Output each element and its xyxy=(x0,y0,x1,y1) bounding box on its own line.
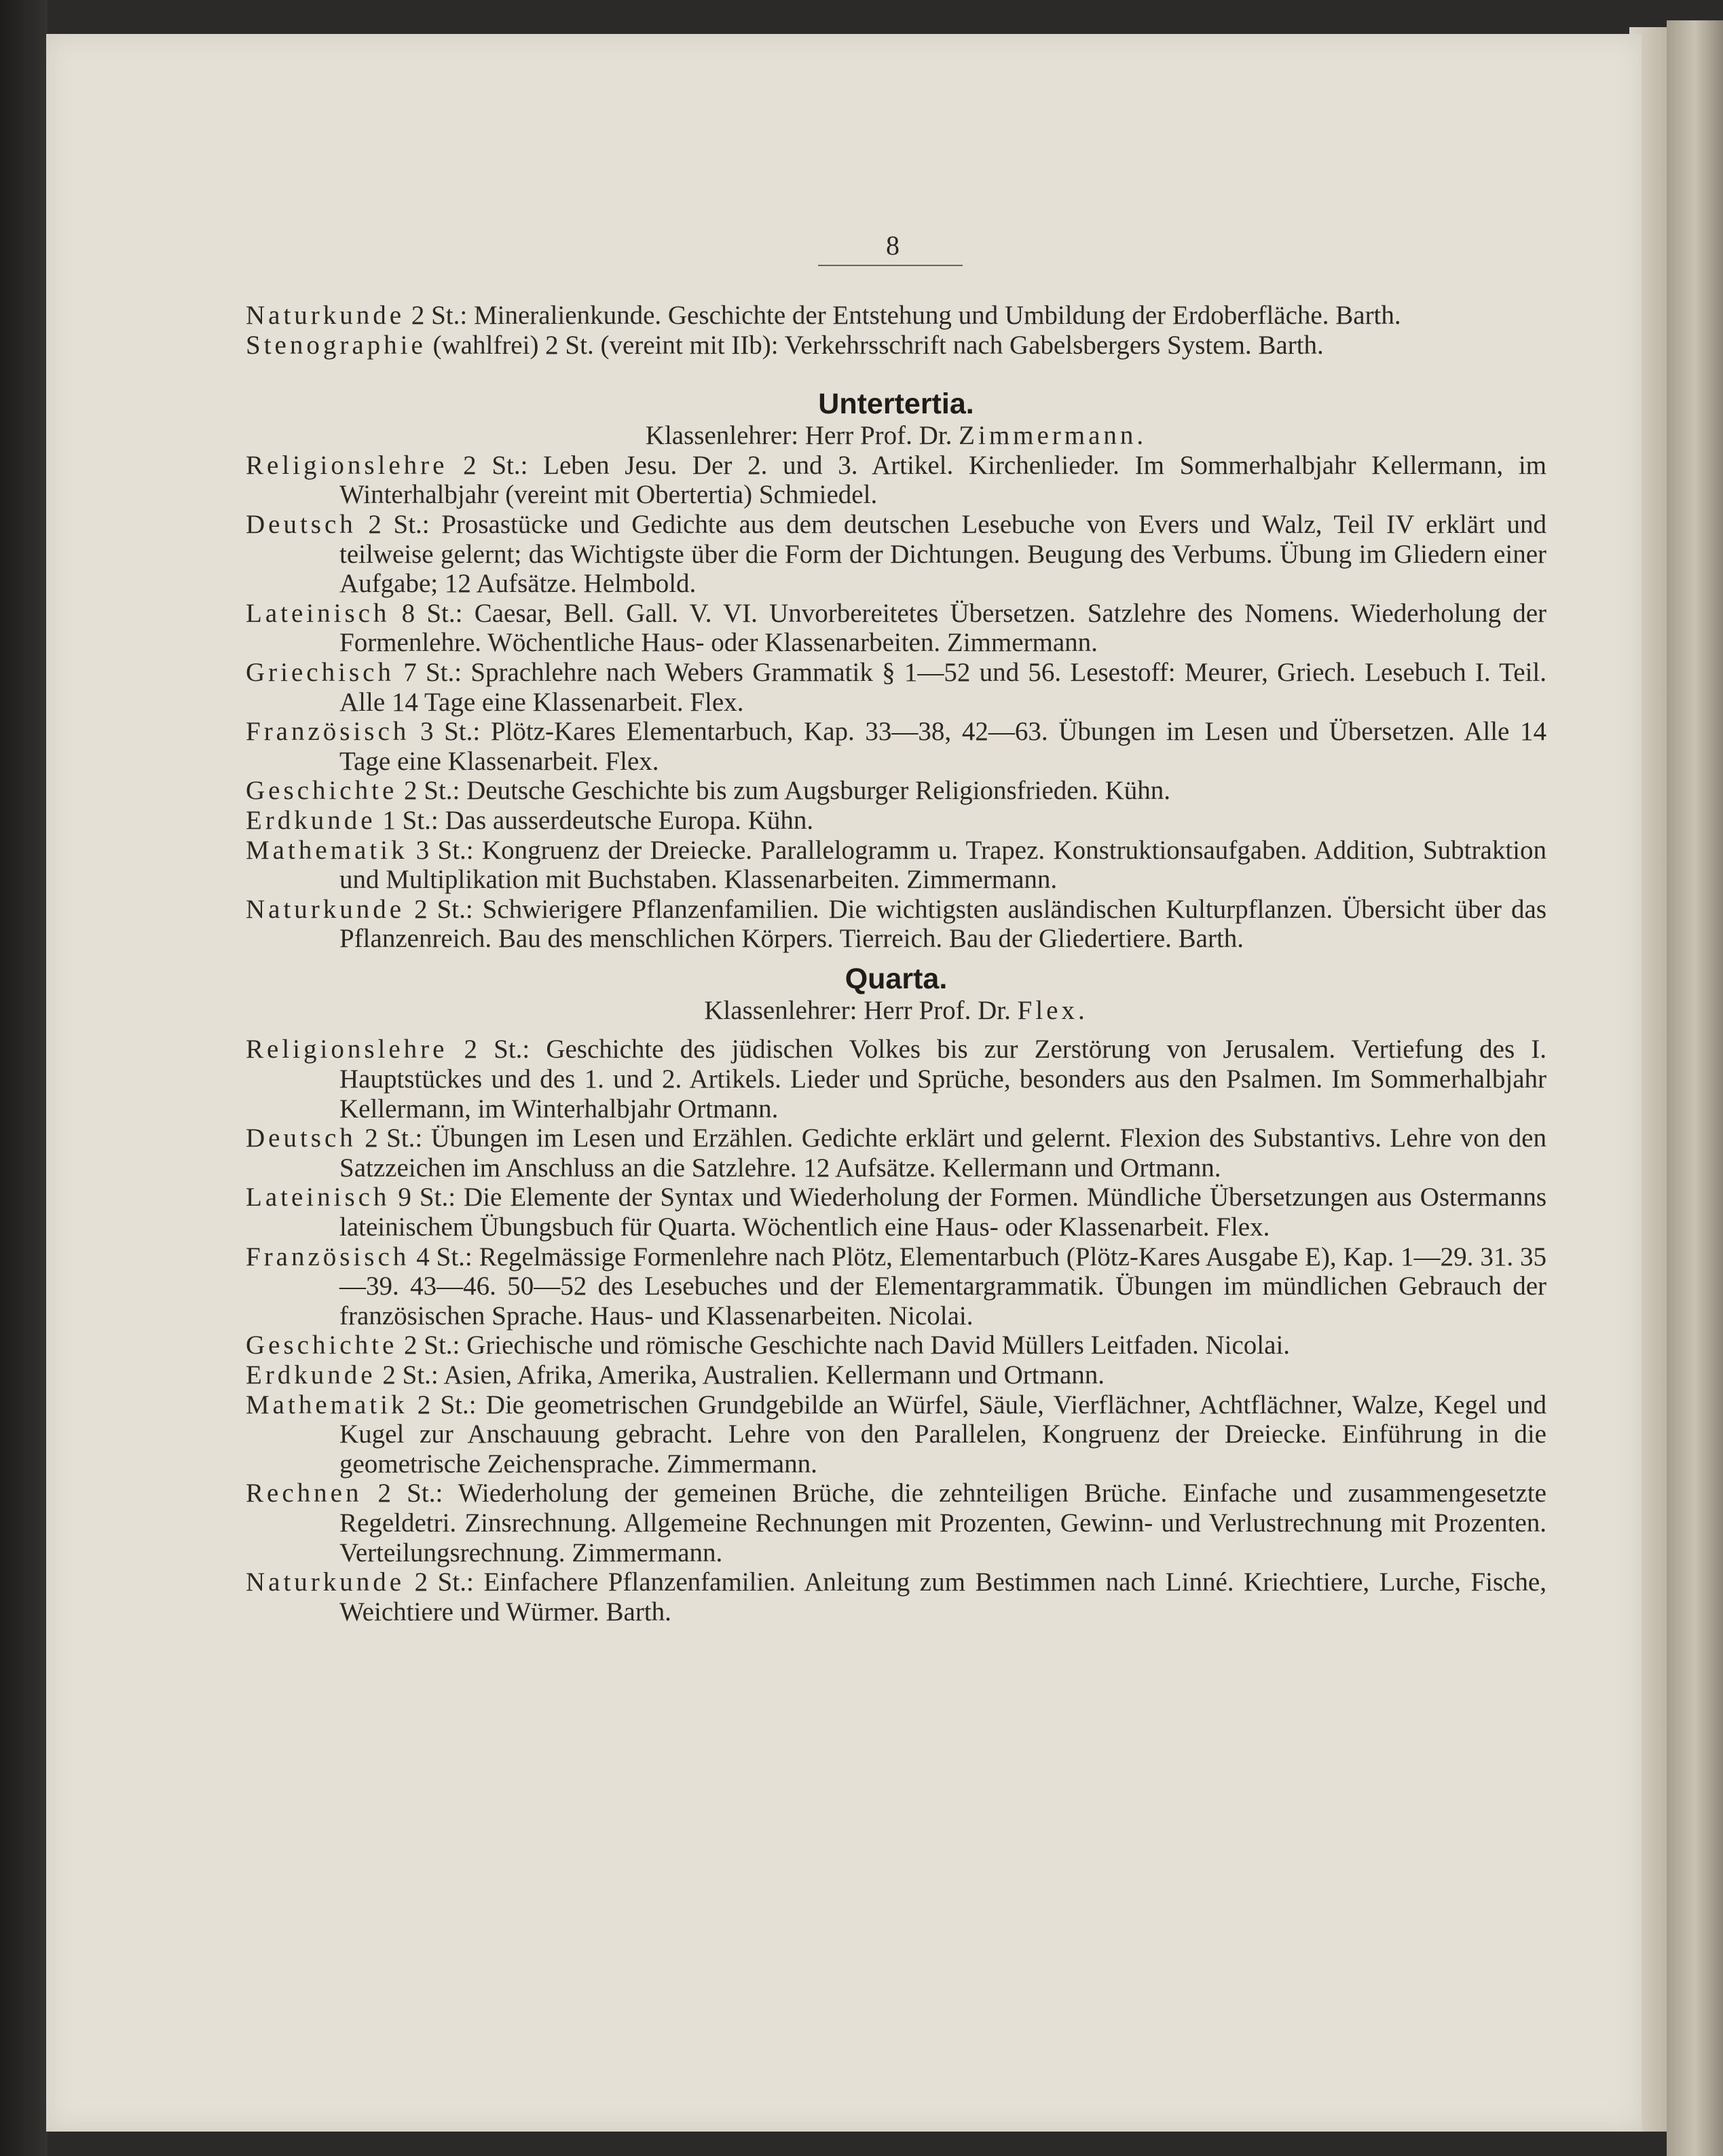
class-teacher-label: Klassenlehrer: Herr Prof. Dr. xyxy=(645,421,959,451)
subject-text: 2 St.: Schwierigere Pflanzenfamilien. Die wichtigsten ausländischen Kulturpflanzen. Übersicht über das Pflanzenreich. Bau des menschlichen Körpers. Tierreich. Bau der Gliedertiere. Barth. xyxy=(339,894,1546,954)
subject-name: Französisch xyxy=(246,1242,410,1271)
subject-name: Rechnen xyxy=(246,1479,363,1508)
subject-name: Naturkunde xyxy=(246,894,405,924)
subject-text: 2 St.: Deutsche Geschichte bis zum Augsburger Religionsfrieden. Kühn. xyxy=(397,776,1171,806)
section-heading: Untertertia. xyxy=(818,388,974,421)
subject-entry xyxy=(246,1123,1546,1183)
subject-entry xyxy=(246,1331,1546,1360)
subject-text: 8 St.: Caesar, Bell. Gall. V. VI. Unvorbereitetes Übersetzen. Satzlehre des Nomens. Wiederholung der Formenlehre. Wöchentliche Haus- oder Klassenarbeiten. Zimmermann. xyxy=(339,598,1546,658)
subject-text: 2 St.: Griechische und römische Geschichte nach David Müllers Leitfaden. Nicolai. xyxy=(397,1331,1291,1360)
subject-text: 2 St.: Prosastücke und Gedichte aus dem deutschen Lesebuche von Evers und Walz, Teil IV erklärt und teilweise gelernt; das Wichtigste über die Form der Dichtungen. Beugung des Verbums. Übung im Gliedern einer Aufgabe; 12 Aufsätze. Helmbold. xyxy=(339,509,1546,599)
subject-text: 3 St.: Kongruenz der Dreiecke. Parallelogramm u. Trapez. Konstruktionsaufgaben. Addition, Subtraktion und Multiplikation mit Buchstaben. Klassenarbeiten. Zimmermann. xyxy=(339,835,1546,895)
subject-text: 1 St.: Das ausserdeutsche Europa. Kühn. xyxy=(375,805,814,835)
subject-entry xyxy=(246,1242,1546,1331)
class-teacher-name: Flex. xyxy=(1017,995,1088,1025)
class-teacher-line xyxy=(246,996,1546,1026)
subject-name: Geschichte xyxy=(246,1331,398,1360)
page-content xyxy=(246,301,1546,1627)
subject-text: 4 St.: Regelmässige Formenlehre nach Plötz, Elementarbuch (Plötz-Kares Ausgabe E), Kap. 1—29. 31. 35—39. 43—46. 50—52 des Lesebuches und der Elementargrammatik. Übungen im mündlichen Gebrauch der französischen Sprache. Haus- und Klassenarbeiten. Nicolai. xyxy=(339,1242,1546,1331)
subject-name: Naturkunde xyxy=(246,301,405,330)
subject-entry xyxy=(246,1479,1546,1567)
subject-entry xyxy=(246,301,1546,331)
next-page-strip xyxy=(1667,20,1723,2156)
subject-name: Geschichte xyxy=(246,776,398,806)
subject-text: 2 St.: Geschichte des jüdischen Volkes bis zur Zerstörung von Jerusalem. Vertiefung des I. Hauptstückes und des 1. und 2. Artikels. Lieder und Sprüche, besonders aus den Psalmen. Im Sommerhalbjahr Kellermann, im Winterhalbjahr Ortmann. xyxy=(339,1035,1546,1123)
subject-text: 2 St.: Leben Jesu. Der 2. und 3. Artikel. Kirchenlieder. Im Sommerhalbjahr Kellermann, im Winterhalbjahr (vereint mit Obertertia) Schmiedel. xyxy=(339,450,1546,510)
subject-name: Erdkunde xyxy=(246,805,376,835)
subject-name: Naturkunde xyxy=(246,1567,405,1597)
subject-text: 2 St.: Asien, Afrika, Amerika, Australien. Kellermann und Ortmann. xyxy=(375,1360,1105,1390)
class-teacher-label: Klassenlehrer: Herr Prof. Dr. xyxy=(704,995,1018,1025)
subject-text: 9 St.: Die Elemente der Syntax und Wiederholung der Formen. Mündliche Übersetzungen aus Ostermanns lateinischem Übungsbuch für Quarta. Wöchentlich eine Haus- oder Klassenarbeit. Flex. xyxy=(339,1183,1546,1242)
section-heading: Quarta. xyxy=(845,962,948,995)
subject-entry xyxy=(246,658,1546,717)
subject-name: Mathematik xyxy=(246,1390,408,1419)
subject-text: 2 St.: Mineralienkunde. Geschichte der Entstehung und Umbildung der Erdoberfläche. Barth. xyxy=(405,301,1401,330)
subject-entry xyxy=(246,1567,1546,1627)
subject-entry xyxy=(246,1390,1546,1479)
subject-entry xyxy=(246,599,1546,658)
subject-name: Religionslehre xyxy=(246,1035,448,1064)
class-teacher-name: Zimmermann. xyxy=(959,421,1147,451)
subject-name: Stenographie xyxy=(246,330,426,360)
class-teacher-line xyxy=(246,421,1546,451)
subject-entry xyxy=(246,806,1546,836)
subject-entry xyxy=(246,836,1546,895)
subject-entry xyxy=(246,1035,1546,1123)
page-number: 8 xyxy=(886,230,900,261)
subject-entry xyxy=(246,451,1546,510)
subject-entry xyxy=(246,510,1546,599)
subject-text: 2 St.: Einfachere Pflanzenfamilien. Anleitung zum Bestimmen nach Linné. Kriechtiere, Lurche, Fische, Weichtiere und Würmer. Barth. xyxy=(339,1567,1546,1627)
subject-text: 2 St.: Die geometrischen Grundgebilde an Würfel, Säule, Vierflächner, Achtflächner, Walze, Kegel und Kugel zur Anschauung gebracht. Lehre von den Parallelen, Kongruenz der Dreiecke. Einführung in die geometrische Zeichensprache. Zimmermann. xyxy=(339,1390,1546,1479)
subject-text: 3 St.: Plötz-Kares Elementarbuch, Kap. 33—38, 42—63. Übungen im Lesen und Übersetzen. Alle 14 Tage eine Klassenarbeit. Flex. xyxy=(339,717,1546,776)
subject-name: Erdkunde xyxy=(246,1360,376,1390)
subject-name: Religionslehre xyxy=(246,450,448,480)
subject-entry xyxy=(246,331,1546,360)
subject-entry xyxy=(246,1360,1546,1390)
subject-text: (wahlfrei) 2 St. (vereint mit IIb): Verkehrsschrift nach Gabelsbergers System. Barth. xyxy=(426,330,1324,360)
subject-name: Französisch xyxy=(246,717,410,747)
subject-entry xyxy=(246,1183,1546,1242)
subject-name: Mathematik xyxy=(246,835,408,865)
subject-name: Lateinisch xyxy=(246,1183,390,1212)
subject-name: Deutsch xyxy=(246,1123,356,1153)
scan-background-left xyxy=(0,0,48,2156)
subject-text: 2 St.: Übungen im Lesen und Erzählen. Gedichte erklärt und gelernt. Flexion des Substantivs. Lehre von den Satzzeichen im Anschluss an die Satzlehre. 12 Aufsätze. Kellermann und Ortmann. xyxy=(339,1123,1546,1183)
subject-entry xyxy=(246,776,1546,806)
subject-entry xyxy=(246,895,1546,954)
subject-text: 2 St.: Wiederholung der gemeinen Brüche, die zehnteiligen Brüche. Einfache und zusammengesetzte Regeldetri. Zinsrechnung. Allgemeine Rechnungen mit Prozenten, Gewinn- und Verlustrechnung mit Prozenten. Verteilungsrechnung. Zimmermann. xyxy=(339,1479,1546,1567)
subject-name: Deutsch xyxy=(246,509,356,539)
subject-name: Griechisch xyxy=(246,657,394,687)
page-number-rule xyxy=(818,265,963,266)
subject-entry xyxy=(246,717,1546,776)
subject-name: Lateinisch xyxy=(246,598,390,628)
subject-text: 7 St.: Sprachlehre nach Webers Grammatik § 1—52 und 56. Lesestoff: Meurer, Griech. Lesebuch I. Teil. Alle 14 Tage eine Klassenarbeit. Flex. xyxy=(339,657,1546,717)
